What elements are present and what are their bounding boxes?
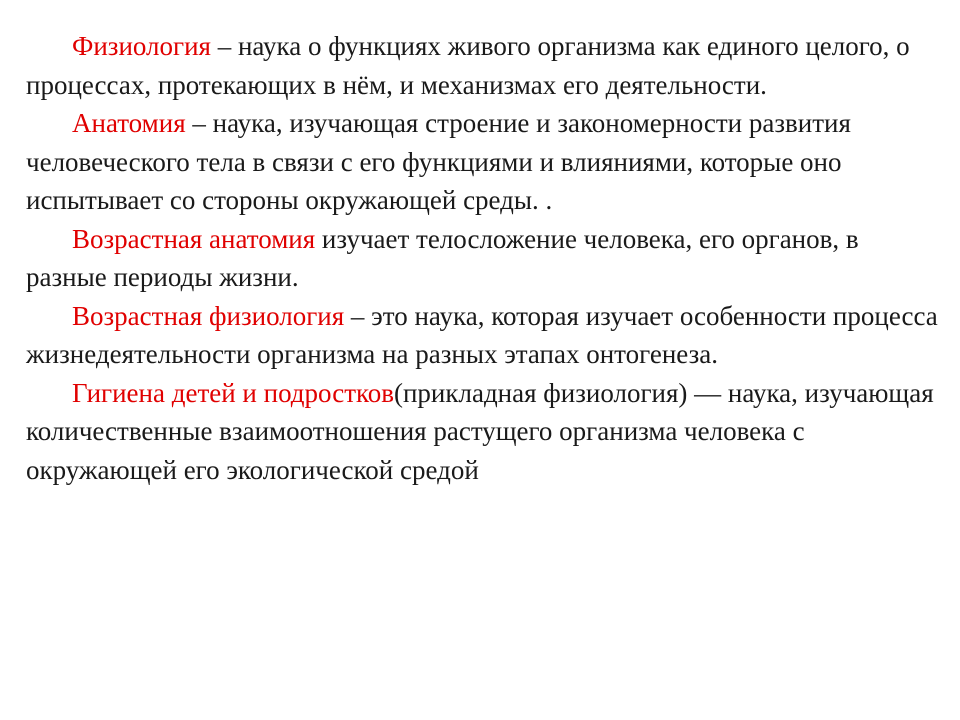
definition-age-anatomy: изучает телосложение человека, его органов, в разные периоды жизни. — [26, 223, 859, 292]
term-age-anatomy: Возрастная анатомия — [72, 223, 316, 254]
slide-body — [26, 27, 938, 489]
definition-anatomy: – наука, изучающая строение и закономерности развития человеческого тела в связи с его функциями и влияниями, которые оно испытывает со стороны окружающей среды. . — [26, 108, 851, 215]
paragraph-anatomy — [26, 104, 938, 220]
paragraph-hygiene — [26, 374, 938, 490]
paragraph-physiology — [26, 27, 938, 104]
paragraph-age-physiology — [26, 297, 938, 374]
term-hygiene: Гигиена детей и подростков — [72, 377, 394, 408]
paragraph-age-anatomy — [26, 220, 938, 297]
definition-physiology: – наука о функциях живого организма как единого целого, о процессах, протекающих в нём, и механизмах его деятельности. — [26, 31, 910, 100]
definition-age-physiology: – это наука, которая изучает особенности процесса жизнедеятельности организма на разных этапах онтогенеза. — [26, 300, 938, 369]
term-age-physiology: Возрастная физиология — [72, 300, 345, 331]
term-anatomy: Анатомия — [72, 108, 186, 138]
term-physiology: Физиология — [72, 31, 211, 61]
definition-hygiene: (прикладная физиология) — наука, изучающая количественные взаимоотношения растущего организма человека с окружающей его экологической средой — [26, 377, 934, 485]
